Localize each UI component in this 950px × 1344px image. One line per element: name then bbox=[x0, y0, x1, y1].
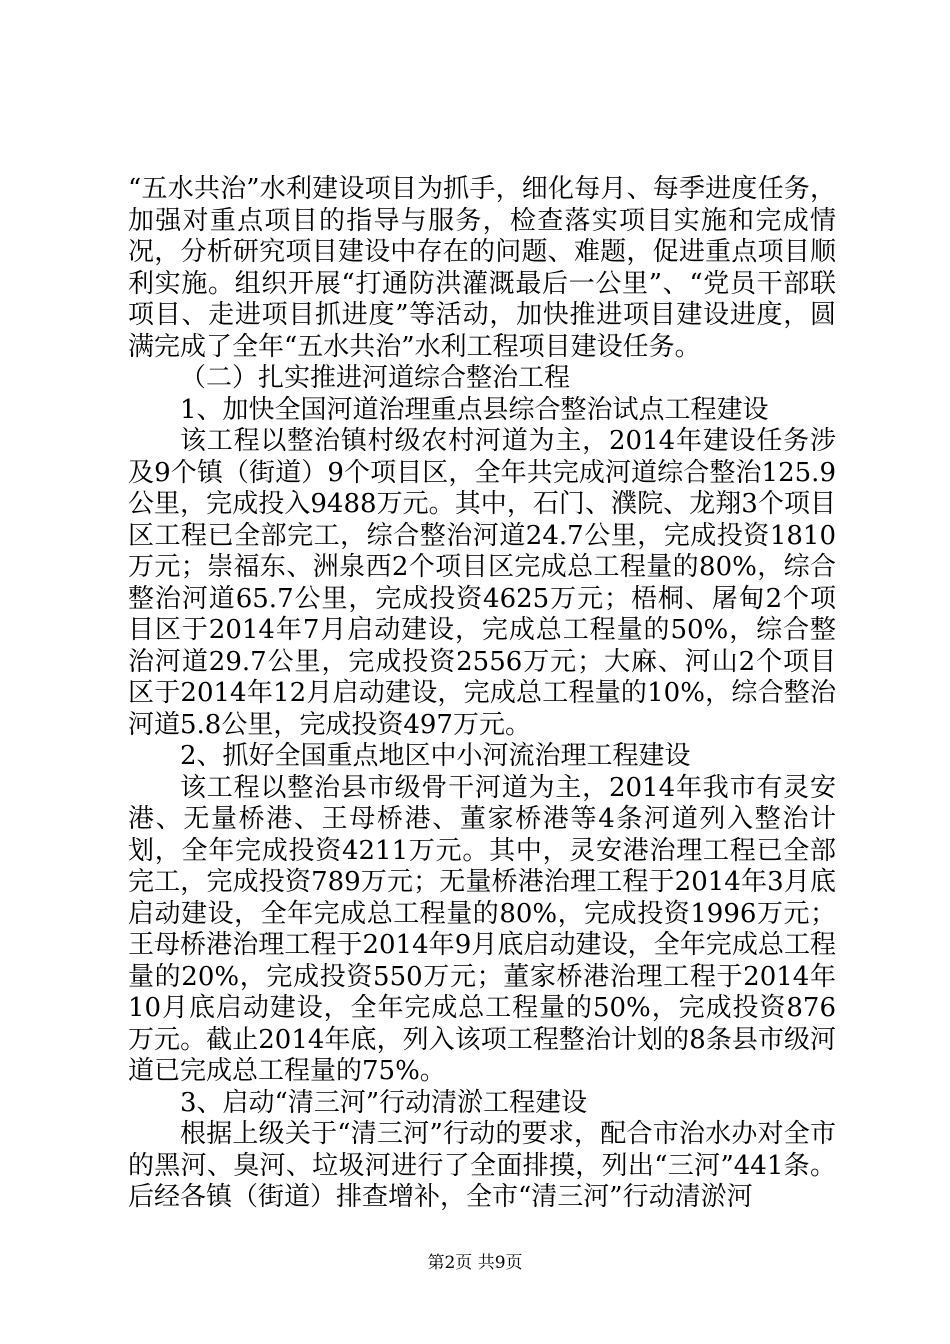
section-heading: （二）扎实推进河道综合整治工程 bbox=[180, 363, 571, 393]
body-paragraph: 该工程以整治镇村级农村河道为主，2014年建设任务涉及9个镇（街道）9个项目区，全年共完成河道综合整治125.9公里，完成投入9488万元。其中，石门、濮院、龙翔3个项目区工程已全部完工，综合整治河道24.7公里，完成投资1810万元；崇福东、洲泉西2个项目区完成总工程量的80%，综合整治河道65.7公里，完成投资4625万元；梧桐、屠甸2个项目区于2014年7月启动建设，完成总工程量的50%，综合整治河道29.7公里，完成投资2556万元；大麻、河山2个项目区于2014年12月启动建设，完成总工程量的10%，综合整治河道5.8公里，完成投资497万元。 bbox=[128, 426, 836, 740]
page-number-footer: 第2页 共9页 bbox=[427, 1253, 523, 1273]
subsection-heading: 2、抓好全国重点地区中小河流治理工程建设 bbox=[180, 741, 691, 771]
body-paragraph: 根据上级关于“清三河”行动的要求，配合市治水办对全市的黑河、臭河、垃圾河进行了全面排摸，列出“三河”441条。后经各镇（街道）排查增补，全市“清三河”行动清淤河 bbox=[128, 1119, 836, 1212]
document-body bbox=[128, 174, 836, 1214]
paragraph-continuation: “五水共治”水利建设项目为抓手，细化每月、每季进度任务，加强对重点项目的指导与服务，检查落实项目实施和完成情况，分析研究项目建设中存在的问题、难题，促进重点项目顺利实施。组织开展“打通防洪灌溉最后一公里”、“党员干部联项目、走进项目抓进度”等活动，加快推进项目建设进度，圆满完成了全年“五水共治”水利工程项目建设任务。 bbox=[128, 174, 836, 362]
subsection-heading: 1、加快全国河道治理重点县综合整治试点工程建设 bbox=[180, 394, 769, 425]
subsection-heading: 3、启动“清三河”行动清淤工程建设 bbox=[180, 1087, 588, 1118]
body-paragraph: 该工程以整治县市级骨干河道为主，2014年我市有灵安港、无量桥港、王母桥港、董家桥港等4条河道列入整治计划，全年完成投资4211万元。其中，灵安港治理工程已全部完工，完成投资789万元；无量桥港治理工程于2014年3月底启动建设，全年完成总工程量的80%，完成投资1996万元；王母桥港治理工程于2014年9月底启动建设，全年完成总工程量的20%，完成投资550万元；董家桥港治理工程于2014年10月底启动建设，全年完成总工程量的50%，完成投资876万元。截止2014年底，列入该项工程整治计划的8条县市级河道已完成总工程量的75%。 bbox=[128, 772, 836, 1086]
